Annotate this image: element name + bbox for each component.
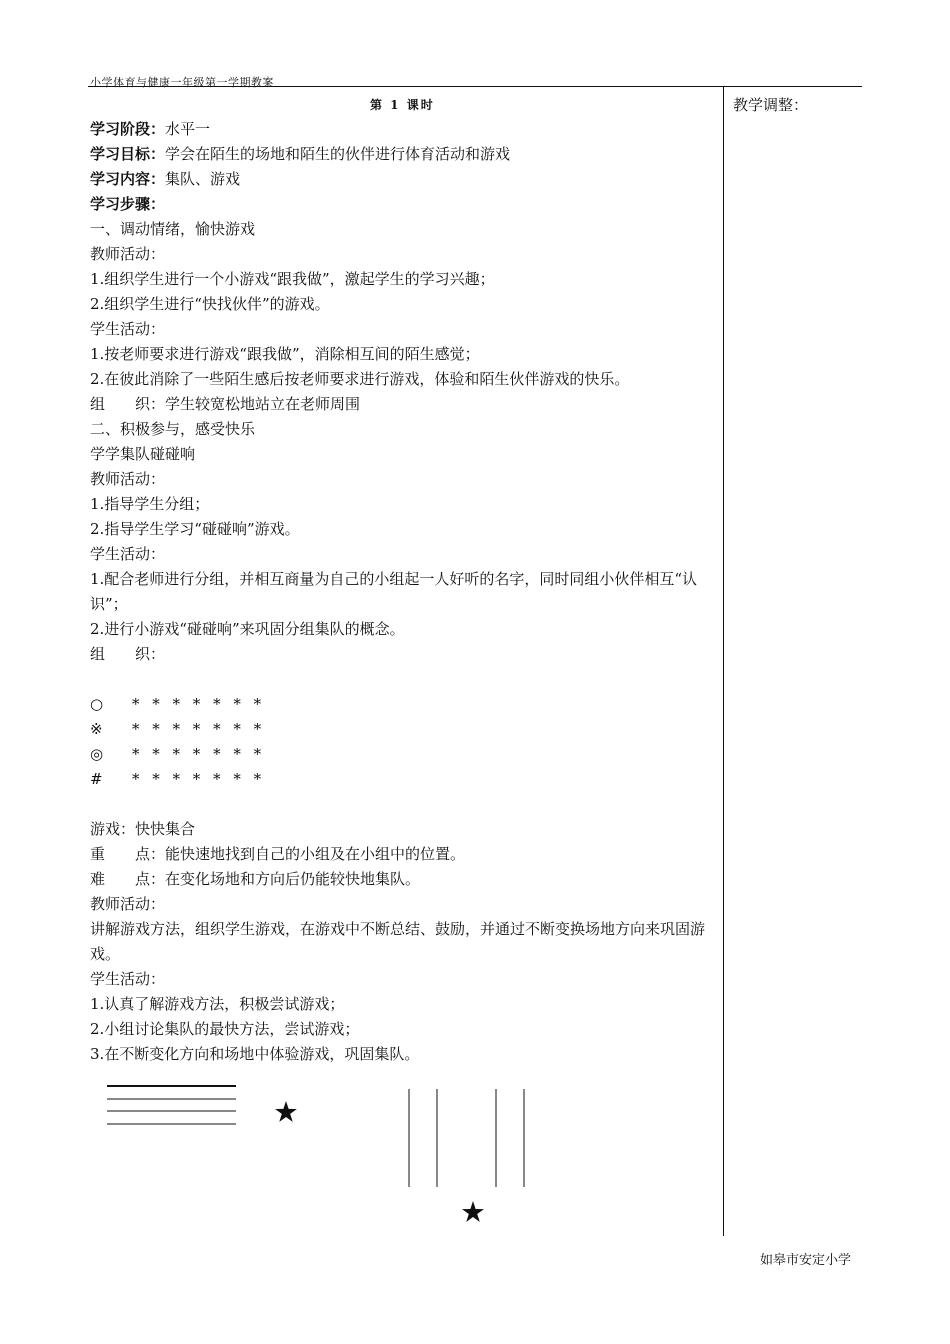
part2-student-item: 1.配合老师进行分组，并相互商量为自己的小组起一人好听的名字，同时同组小伙伴相互“认识”； (90, 570, 697, 613)
part2-teacher-item: 2.指导学生学习“碰碰响”游戏。 (90, 520, 300, 538)
goal-value: 学会在陌生的场地和陌生的伙伴进行体育活动和游戏 (165, 145, 511, 163)
group-symbol: ○ (90, 695, 104, 713)
game-student-label: 学生活动： (90, 970, 166, 988)
part2-organization: 组 织： (90, 645, 166, 663)
student-stars: * * * * * * * (132, 745, 266, 763)
part2-student-label: 学生活动： (90, 545, 166, 563)
teacher-star-icon (275, 1101, 297, 1122)
stage-value: 水平一 (165, 120, 211, 138)
student-stars: * * * * * * * (132, 720, 266, 738)
school-footer: 如皋市安定小学 (760, 1253, 852, 1268)
lesson-title: 第 1 课时 (370, 98, 435, 112)
part1-organization: 组 织：学生较宽松地站立在老师周围 (90, 395, 361, 413)
horizontal-lines-diagram (107, 1086, 236, 1124)
part1-teacher-item: 2.组织学生进行“快找伙伴”的游戏。 (90, 295, 330, 313)
game-teacher-label: 教师活动： (90, 895, 166, 913)
group-symbol: # (90, 770, 103, 788)
goal-label: 学习目标： (90, 145, 166, 163)
part1-heading: 一、调动情绪，愉快游戏 (90, 220, 256, 238)
part2-teacher-label: 教师活动： (90, 470, 166, 488)
game-student-item: 1.认真了解游戏方法，积极尝试游戏； (90, 995, 345, 1013)
adjustment-column-title: 教学调整： (733, 96, 809, 114)
teacher-star-icon (462, 1201, 484, 1222)
part1-student-item: 1.按老师要求进行游戏“跟我做”，消除相互间的陌生感觉； (90, 345, 480, 363)
part2-teacher-item: 1.指导学生分组； (90, 495, 210, 513)
part2-heading: 二、积极参与，感受快乐 (90, 420, 256, 438)
steps-label: 学习步骤： (90, 195, 166, 213)
student-stars: * * * * * * * (132, 695, 266, 713)
game-title: 游戏：快快集合 (90, 820, 196, 838)
student-stars: * * * * * * * (132, 770, 266, 788)
game-student-item: 3.在不断变化方向和场地中体验游戏，巩固集队。 (90, 1045, 420, 1063)
game-difficulty: 难 点：在变化场地和方向后仍能较快地集队。 (90, 870, 421, 888)
vertical-lines-diagram (409, 1089, 524, 1187)
part1-teacher-item: 1.组织学生进行一个小游戏“跟我做”，激起学生的学习兴趣； (90, 270, 495, 288)
document-header: 小学体育与健康一年级第一学期教案 (90, 76, 274, 89)
content-label: 学习内容： (90, 170, 166, 188)
part2-student-item: 2.进行小游戏“碰碰响”来巩固分组集队的概念。 (90, 620, 405, 638)
part1-teacher-label: 教师活动： (90, 245, 166, 263)
part1-student-item: 2.在彼此消除了一些陌生感后按老师要求进行游戏，体验和陌生伙伴游戏的快乐。 (90, 370, 630, 388)
part1-student-label: 学生活动： (90, 320, 166, 338)
game-student-item: 2.小组讨论集队的最快方法，尝试游戏； (90, 1020, 360, 1038)
group-symbol: ◎ (90, 745, 104, 763)
game-key-point: 重 点：能快速地找到自己的小组及在小组中的位置。 (90, 845, 466, 863)
group-symbol: ※ (90, 720, 103, 738)
part2-subheading: 学学集队碰碰响 (90, 445, 196, 463)
game-teacher-text: 讲解游戏方法，组织学生游戏，在游戏中不断总结、鼓励，并通过不断变换场地方向来巩固游戏。 (90, 920, 706, 963)
content-value: 集队、游戏 (165, 170, 241, 188)
stage-label: 学习阶段： (90, 120, 166, 138)
